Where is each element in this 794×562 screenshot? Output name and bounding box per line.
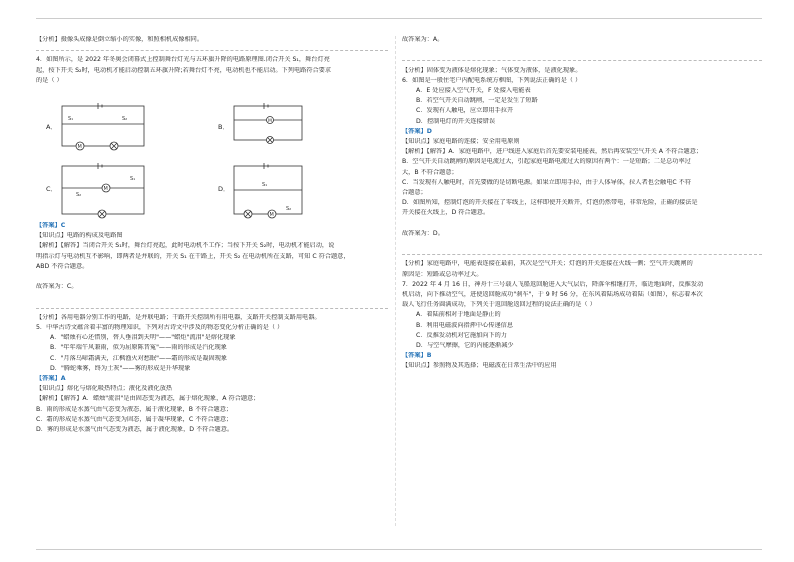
text-line: C．发现有人触电，应立即用手拉开 xyxy=(416,107,514,115)
text-line: B．"年年端午风兼雨，似为屈原陈昔冤"——雨的形成是汽化现象 xyxy=(50,344,227,352)
text-line: 【解析】【解答】A．家庭电路中，进户线进入家庭后首先要安装电能表，然后再安装空气开关 A 不符合题意； xyxy=(402,148,703,156)
svg-text:S₂: S₂ xyxy=(122,116,128,122)
option-a-label: A． xyxy=(46,123,57,131)
text-line: 【解析】【解答】A．蜡烛"流泪"是由固态变为液态，属于熔化现象，A 符合题意； xyxy=(36,395,260,403)
text-line: C．"月落乌啼霜满天，江枫渔火对愁眠"——霜的形成是凝固现象 xyxy=(50,354,228,362)
page-footer-rule xyxy=(36,549,762,550)
text-line: C．当发现有人触电时，首先要做的是切断电源。如果立即用手拉，由于人体导体，拉人者也会触电C 不符 xyxy=(402,178,692,186)
text-line: 合题意； xyxy=(402,189,427,196)
circuit-diagram-c xyxy=(58,160,148,220)
text-line: D．控制电灯的开关连接错误 xyxy=(416,117,496,125)
text-line: A．"蜡烛有心还惜别，替人垂泪到天明"——"蜡炬"流泪"是熔化现象 xyxy=(50,334,236,342)
annotation-line: 【知识点】电路的构成及电路图 xyxy=(36,232,123,240)
answer-line: 【答案】B xyxy=(402,352,432,360)
column-divider xyxy=(395,36,396,526)
annotation-line: 【知识点】参照物及其选择；电磁波在日常生活中的应用 xyxy=(402,362,557,370)
svg-text:S₂: S₂ xyxy=(76,192,82,198)
text-line: ABD 不符合题意。 xyxy=(36,262,89,270)
circuit-diagram-a xyxy=(58,100,148,152)
text-line: A．E 处应接入空气开关，F 处接入电能表 xyxy=(416,87,531,94)
text-line: D．与空气摩擦，它的内能逐渐减少 xyxy=(416,342,514,349)
circuit-diagram-b xyxy=(228,100,308,146)
text-line: 的是（ ） xyxy=(36,76,63,84)
text-line: 开关接在火线上，D 符合题意。 xyxy=(402,209,490,217)
page-header-rule xyxy=(36,10,762,19)
text-line: 起，按下开关 S₂时，电动机才能启动控制五环旗升降;若舞台灯不亮，电动机也不能启动。下列电路符合要求 xyxy=(36,66,332,74)
text-line: 5．中华古诗文蕴含着丰富的物理知识，下列对古诗文中涉及的物态变化分析正确的是（ ） xyxy=(36,324,284,331)
text-line: D．雾的形成是水蒸气由气态变为液态，属于液化现象，D 不符合题意。 xyxy=(36,426,234,433)
answer-line: 【答案】A xyxy=(36,375,66,382)
section-divider xyxy=(36,50,388,51)
annotation-line: 【知识点】熔化与熔化吸热特点；液化及液化放热 xyxy=(36,385,173,393)
answer-line: 【答案】D xyxy=(402,127,432,135)
text-line: 故答案为：A。 xyxy=(402,36,444,43)
text-line: C．反推发动机对它施加向下的力 xyxy=(416,331,507,339)
text-line: 明指示灯与电动机互不影响，即两者是并联的，开关 S₁ 在干路上，开关 S₂ 在电动机所在支路，可知 C 符合题意， xyxy=(36,252,350,260)
text-line: 故答案为：C。 xyxy=(36,283,78,291)
text-line: 6．如图是一般住宅户内配电系统方框图，下列说法正确的是（ ） xyxy=(402,76,582,84)
answer-line: 【答案】C xyxy=(36,222,66,229)
svg-text:S₁: S₁ xyxy=(68,116,74,122)
svg-text:M: M xyxy=(268,119,272,124)
section-divider xyxy=(402,60,762,61)
text-line: C．霜的形成是水蒸气由气态变为固态，属于凝华现象，C 不符合题意； xyxy=(36,415,233,423)
section-divider xyxy=(36,308,388,309)
circuit-diagram-d xyxy=(228,160,308,220)
annotation-line: 【分析】固体变为液体是熔化现象；气体变为液体，是液化现象。 xyxy=(402,66,582,74)
annotation-line: 原因是：短路或总功率过大。 xyxy=(402,270,483,278)
text-line: 载人飞行任务圆满成功，下列关于返回舱返回过程的说法正确的是（ ） xyxy=(402,301,596,309)
text-line: 7．2022 年 4 月 16 日，神舟十三号载人飞船返回舱进入大气层后，降落伞相继打开，临近地面时，反推发动 xyxy=(402,280,704,288)
text-line: D．"腾蛇乘雾，终为土灰"——雾的形成是升华现象 xyxy=(50,364,191,372)
text-line: D．如图所知，控制灯泡的开关接在了零线上，这样即使开关断开，灯泡仍然带电，非常危险，正确的接法是 xyxy=(402,199,698,207)
text-line: 大，B 不符合题意； xyxy=(402,168,458,176)
annotation-line: 【分析】家庭电路中，电能表连接在最前，其次是空气开关；灯泡的开关连接在火线一侧；空气开关跳闸的 xyxy=(402,260,693,268)
text-line: B．利用电磁波向指挥中心传递信息 xyxy=(416,321,514,329)
option-c-label: C． xyxy=(46,185,58,193)
section-divider xyxy=(402,254,762,255)
svg-text:S₁: S₁ xyxy=(130,176,136,182)
svg-text:S₁: S₁ xyxy=(262,182,268,188)
svg-text:S₂: S₂ xyxy=(286,206,292,212)
svg-text:M: M xyxy=(269,212,274,218)
annotation-line: 【分析】各用电器分别工作的电路，是并联电路；干路开关控制所有用电器，支路开关控制支路用电器。 xyxy=(36,313,321,321)
text-line: 4．如图所示，是 2022 年冬奥会闭幕式上控制舞台灯光与五环旗升降的电路原理图.闭合开关 S₁，舞台灯亮 xyxy=(36,56,330,64)
option-b-label: B． xyxy=(218,123,229,131)
option-d-label: D． xyxy=(218,185,230,193)
text-line: B．雨的形成是水蒸气由气态变为液态，属于液化现象，B 不符合题意； xyxy=(36,405,233,413)
text-line: 机启动，向下推动空气，进使返回舱成功"刹车"，于 9 时 56 分，在东风着陆场成功着陆（如图），标志着本次 xyxy=(402,291,703,298)
annotation-line: 【分析】摄像头成像是倒立缩小的实像，和照相机成像相同。 xyxy=(36,36,204,43)
text-line: 故答案为：D。 xyxy=(402,229,444,237)
text-line: 【解析】【解答】当闭合开关 S₁时，舞台灯亮起，此时电动机不工作；当按下开关 S₂时，电动机才能启动，说 xyxy=(36,242,335,250)
text-line: B．空气开关自动跳闸的原因是电流过大，引起家庭电路电流过大的原因有两个：一是短路；二是总功率过 xyxy=(402,158,691,166)
text-line: A．着陆前相对于地面是静止的 xyxy=(416,311,501,319)
annotation-line: 【知识点】家庭电路的连接；安全用电原则 xyxy=(402,138,520,145)
text-line: B．若空气开关自动跳闸，一定是发生了短路 xyxy=(416,97,538,105)
svg-text:M: M xyxy=(103,186,108,192)
svg-text:M: M xyxy=(77,144,82,150)
